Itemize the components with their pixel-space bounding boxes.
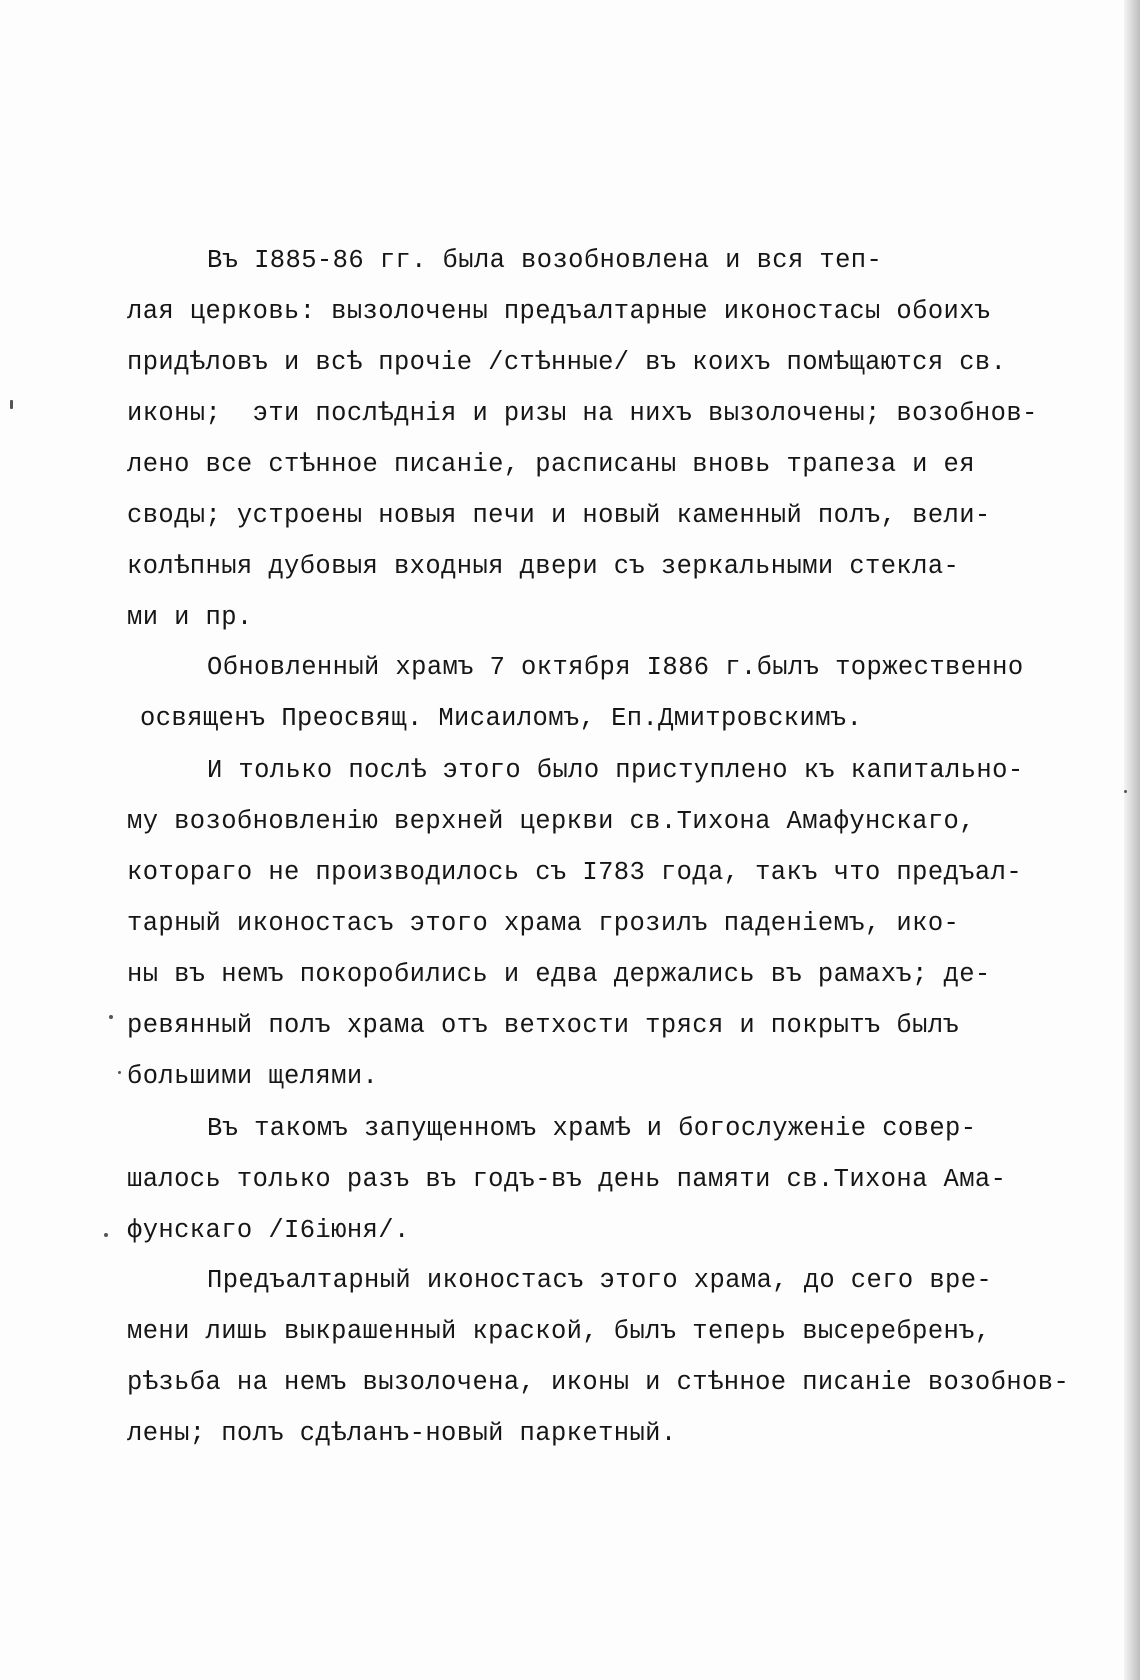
text-line: шалось только разъ въ годъ-въ день памяти св.Тихона Ама- [127, 1165, 1007, 1194]
text-line: лая церковь: вызолочены предъалтарные иконостасы обоихъ [127, 297, 991, 326]
text-line: фунскаго /I6іюня/. [127, 1216, 410, 1245]
text-line: ны въ немъ покоробились и едва держались въ рамахъ; де- [127, 960, 991, 989]
text-line: лено все стѣнное писаніе, расписаны вновь трапеза и ея [127, 450, 975, 479]
text-line: придѣловъ и всѣ прочіе /стѣнные/ въ коихъ помѣщаются св. [127, 348, 1007, 377]
text-line: И только послѣ этого было приступлено къ капитально- [207, 756, 1024, 785]
text-line: колѣпныя дубовыя входныя двери съ зеркальными стекла- [127, 552, 960, 581]
text-line: большими щелями. [127, 1062, 379, 1091]
text-line: котораго не производилось съ I783 года, такъ что предъал- [127, 858, 1023, 887]
text-line: Обновленный храмъ 7 октября I886 г.былъ торжественно [207, 653, 1024, 682]
text-line: Предъалтарный иконостасъ этого храма, до сего вре- [207, 1266, 993, 1295]
text-line: мени лишь выкрашенный краской, былъ теперь высеребренъ, [127, 1317, 991, 1346]
text-line: ми и пр. [127, 603, 253, 632]
scan-speck [1124, 790, 1127, 793]
text-line: тарный иконостасъ этого храма грозилъ паденіемъ, ико- [127, 909, 960, 938]
scan-speck [118, 1071, 121, 1074]
text-line: Въ I885-86 гг. была возобновлена и вся теп- [207, 246, 883, 275]
scan-speck [10, 400, 13, 409]
scan-speck [104, 1233, 108, 1237]
text-line: ревянный полъ храма отъ ветхости тряся и покрытъ былъ [127, 1011, 960, 1040]
scan-shadow-edge [1124, 0, 1140, 1680]
text-line: освященъ Преосвящ. Мисаиломъ, Еп.Дмитровскимъ. [140, 704, 863, 733]
text-line: рѣзьба на немъ вызолочена, иконы и стѣнное писаніе возобнов- [127, 1368, 1070, 1397]
scan-speck [109, 1015, 113, 1019]
text-line: Въ такомъ запущенномъ храмѣ и богослуженіе совер- [207, 1114, 977, 1143]
text-line: своды; устроены новыя печи и новый каменный полъ, вели- [127, 501, 991, 530]
text-line: му возобновленію верхней церкви св.Тихона Амафунскаго, [127, 807, 975, 836]
text-line: иконы; эти послѣднія и ризы на нихъ вызолочены; возобнов- [127, 399, 1038, 428]
text-line: лены; полъ сдѣланъ-новый паркетный. [127, 1419, 677, 1448]
